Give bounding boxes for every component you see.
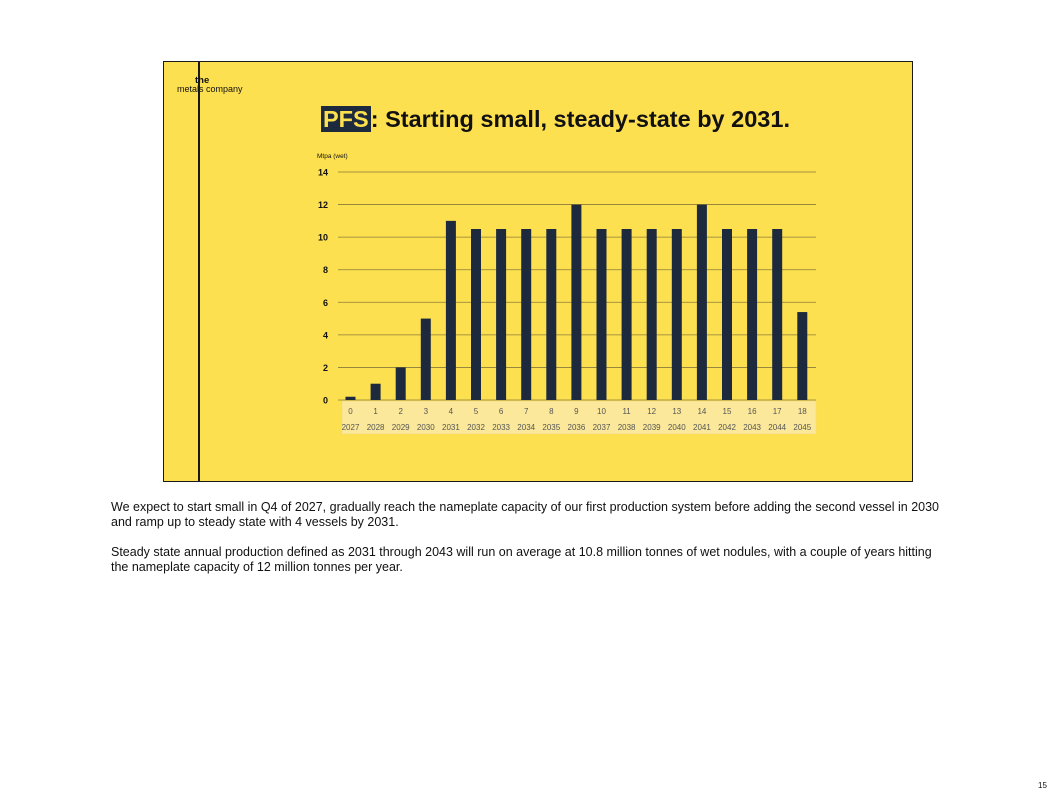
x-year-label: 2043 <box>743 423 761 432</box>
x-year-label: 2033 <box>492 423 510 432</box>
bar <box>772 229 782 400</box>
x-year-label: 2040 <box>667 423 686 432</box>
y-tick-label: 8 <box>322 265 328 276</box>
x-tick-label: 15 <box>722 407 732 416</box>
x-year-label: 2041 <box>693 423 711 432</box>
y-tick-label: 12 <box>317 200 328 211</box>
bar <box>697 205 707 400</box>
bar <box>521 229 531 400</box>
x-tick-label: 13 <box>672 407 682 416</box>
x-year-label: 2039 <box>642 423 661 432</box>
x-year-label: 2031 <box>442 423 460 432</box>
x-year-label: 2034 <box>517 423 536 432</box>
bar <box>346 397 356 400</box>
x-tick-label: 16 <box>747 407 757 416</box>
x-year-label: 2035 <box>542 423 561 432</box>
bar <box>571 205 581 400</box>
x-tick-label: 17 <box>772 407 782 416</box>
title-rest: : Starting small, steady-state by 2031. <box>370 106 790 132</box>
x-tick-label: 18 <box>797 407 807 416</box>
bar <box>546 229 556 400</box>
x-tick-label: 0 <box>348 407 353 416</box>
bar <box>371 384 381 400</box>
bar <box>597 229 607 400</box>
page-number: 15 <box>1038 781 1047 790</box>
bar <box>622 229 632 400</box>
x-year-label: 2027 <box>341 423 360 432</box>
title-highlight: PFS <box>323 106 369 132</box>
logo-line-2: metals company <box>177 84 243 94</box>
y-tick-label: 0 <box>322 395 328 406</box>
y-tick-label: 14 <box>317 167 328 178</box>
x-tick-label: 14 <box>697 407 707 416</box>
x-year-label: 2029 <box>391 423 410 432</box>
x-tick-label: 1 <box>373 407 378 416</box>
x-tick-label: 5 <box>473 407 479 416</box>
bar <box>722 229 732 400</box>
x-tick-label: 2 <box>398 407 403 416</box>
x-year-label: 2045 <box>793 423 812 432</box>
x-tick-label: 6 <box>498 407 504 416</box>
bar <box>672 229 682 400</box>
bar <box>797 312 807 400</box>
bar <box>396 367 406 400</box>
bar <box>496 229 506 400</box>
x-tick-label: 7 <box>523 407 529 416</box>
x-year-label: 2028 <box>366 423 385 432</box>
speaker-notes <box>111 500 951 590</box>
slide <box>163 61 913 482</box>
x-tick-label: 4 <box>448 407 454 416</box>
bar <box>446 221 456 400</box>
x-year-label: 2036 <box>567 423 586 432</box>
x-tick-label: 3 <box>423 407 429 416</box>
x-tick-label: 9 <box>574 407 579 416</box>
x-year-label: 2044 <box>768 423 787 432</box>
y-axis-label: Mtpa (wet) <box>317 153 348 160</box>
bar <box>747 229 757 400</box>
x-year-label: 2042 <box>718 423 736 432</box>
logo-line-1: the <box>195 75 210 86</box>
y-tick-label: 6 <box>322 297 328 308</box>
x-year-label: 2032 <box>467 423 485 432</box>
x-year-label: 2037 <box>592 423 611 432</box>
production-bar-chart <box>164 62 914 483</box>
notes-paragraph-1: We expect to start small in Q4 of 2027, gradually reach the nameplate capacity of our first production system before adding the second vessel in 2030 and ramp up to steady state with 4 vessels by 2031. <box>111 500 940 529</box>
x-tick-label: 12 <box>647 407 657 416</box>
y-tick-label: 2 <box>322 362 328 373</box>
bar <box>421 319 431 400</box>
x-year-label: 2030 <box>416 423 435 432</box>
y-tick-label: 10 <box>317 232 328 243</box>
x-tick-label: 10 <box>597 407 606 416</box>
x-year-label: 2038 <box>617 423 636 432</box>
y-tick-label: 4 <box>322 330 328 341</box>
x-tick-label: 11 <box>622 407 631 416</box>
notes-paragraph-2: Steady state annual production defined as 2031 through 2043 will run on average at 10.8 million tonnes of wet nodules, with a couple of years hitting the nameplate capacity of 12 million tonnes per year. <box>111 545 932 574</box>
x-tick-label: 8 <box>549 407 554 416</box>
bar <box>647 229 657 400</box>
bar <box>471 229 481 400</box>
